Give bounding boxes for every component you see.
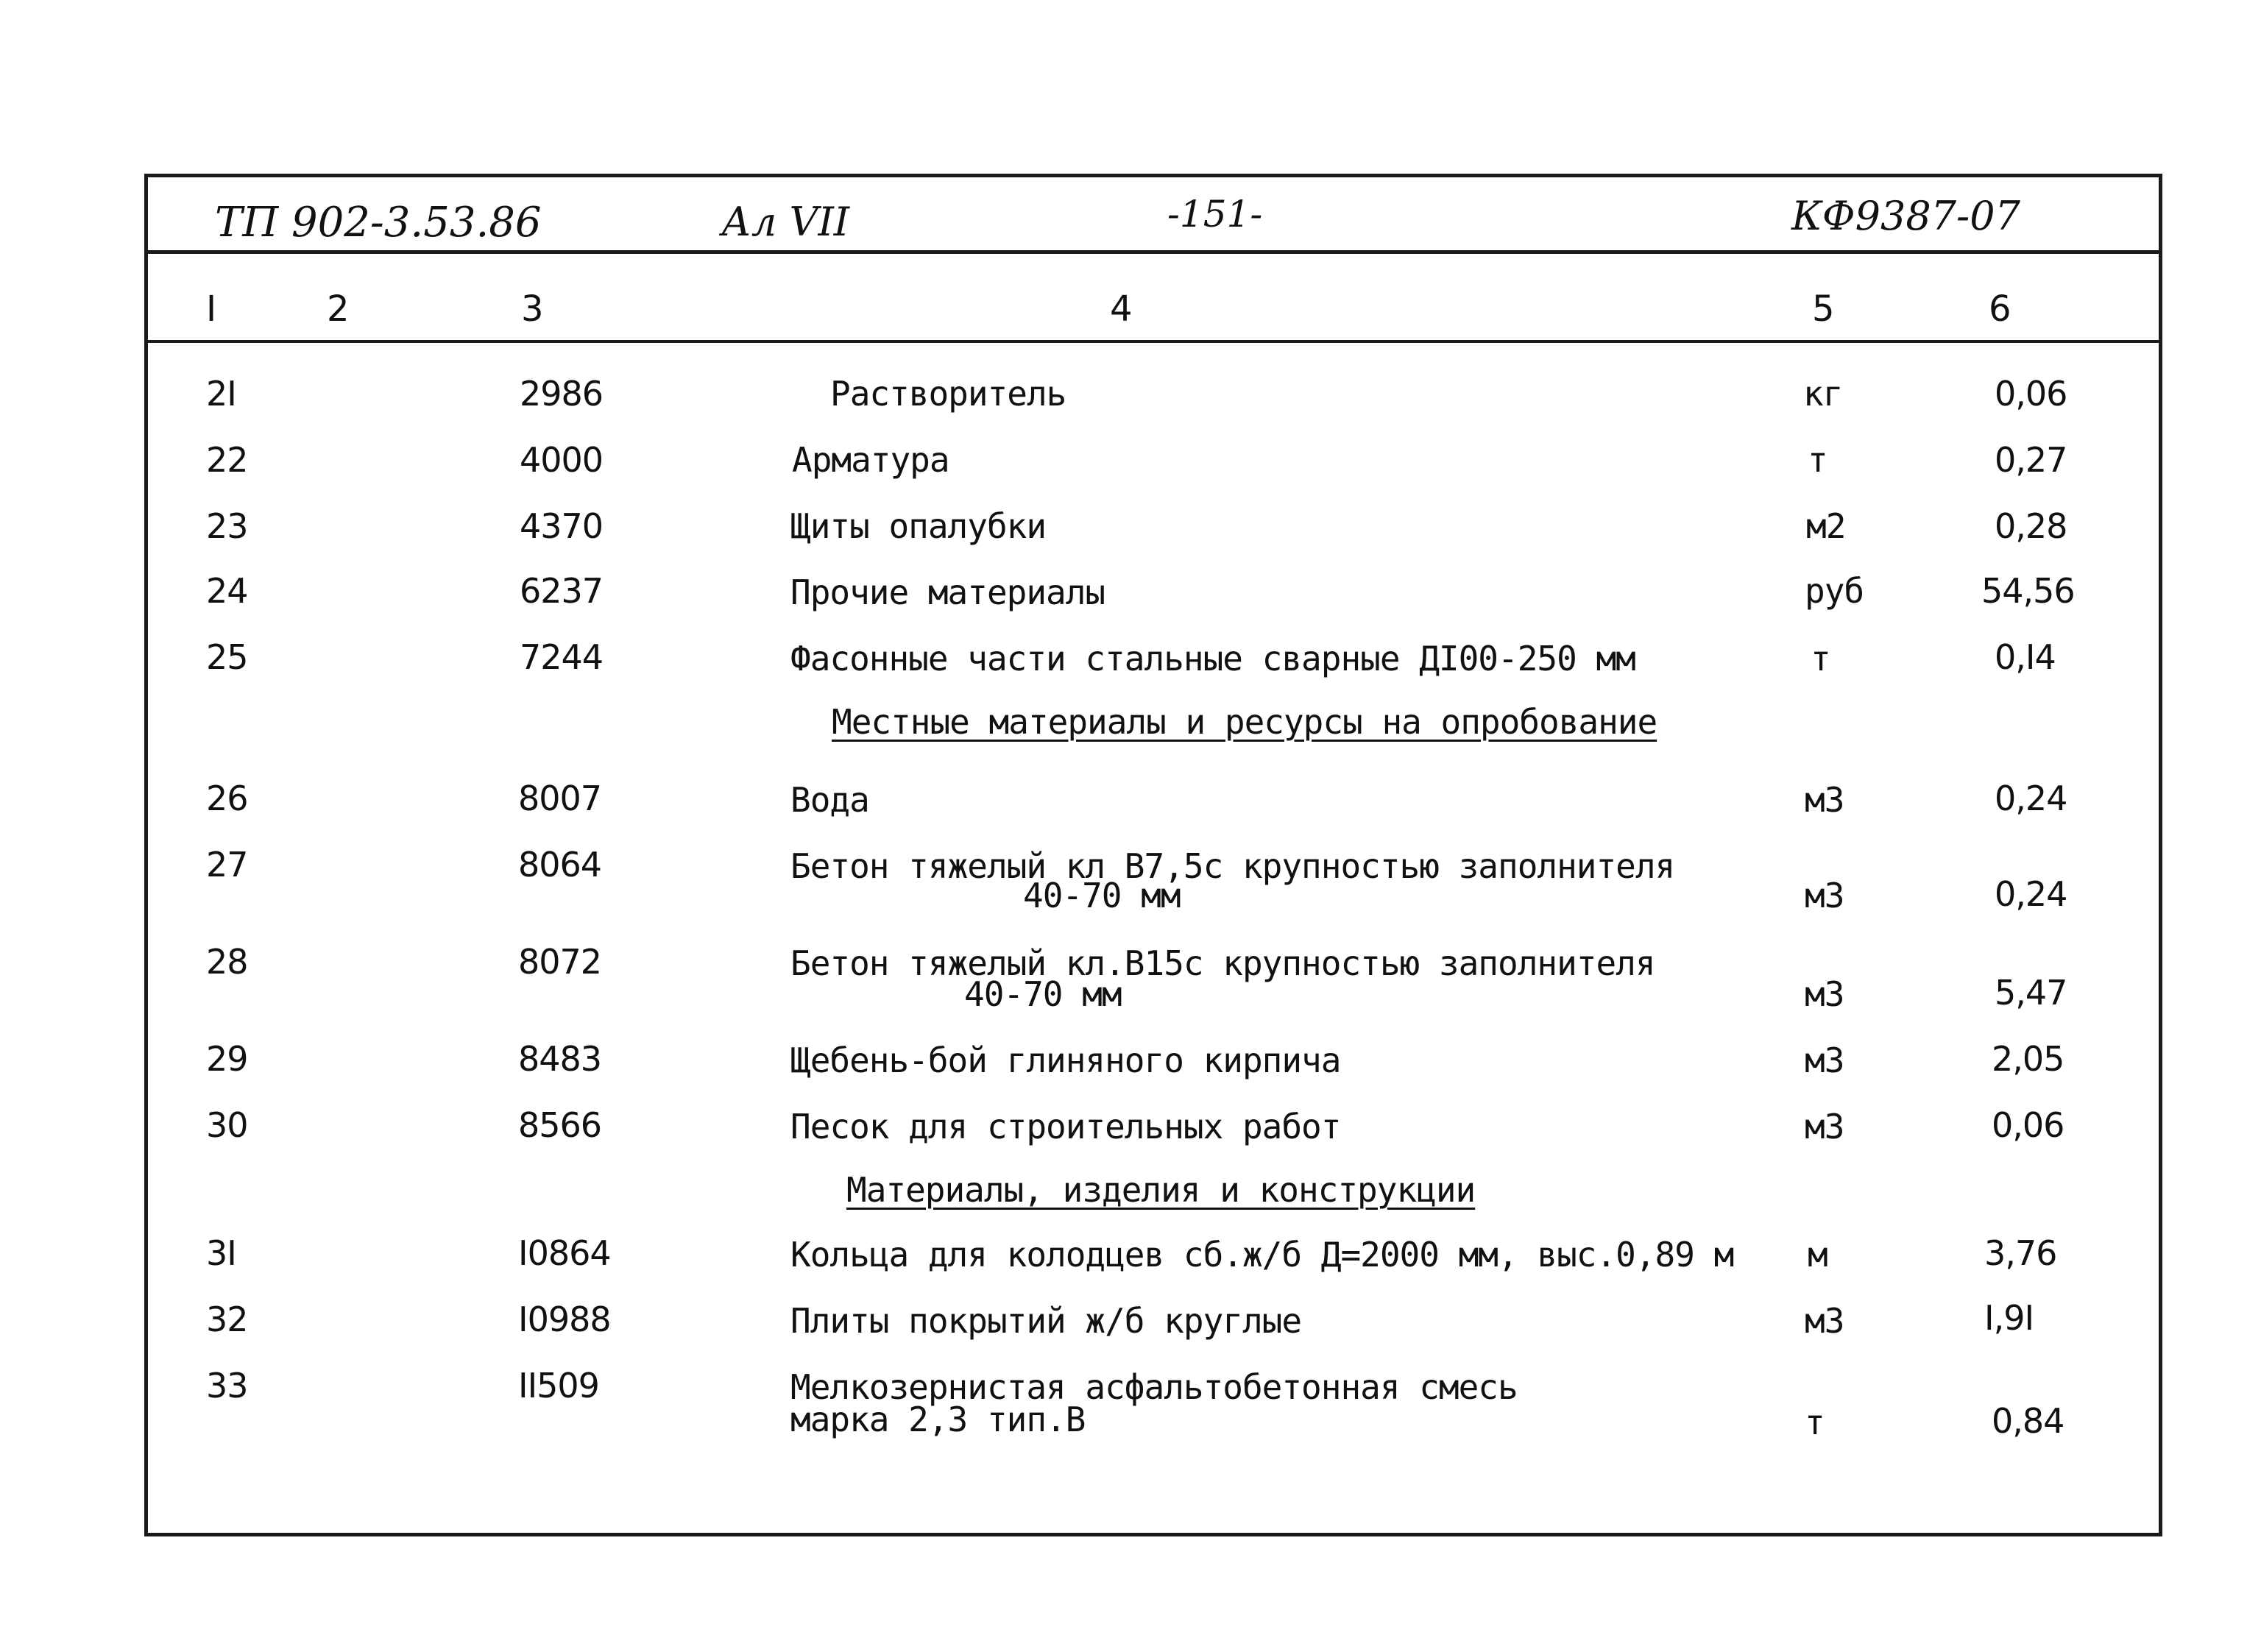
unit: м3 xyxy=(1805,780,1844,820)
unit: м3 xyxy=(1805,1041,1844,1080)
resource-name: Бетон тяжелый кл В7,5с крупностью заполнителя xyxy=(790,846,1675,886)
row-number: 2I xyxy=(206,374,236,414)
row-number: 33 xyxy=(206,1366,248,1405)
resource-code: 4000 xyxy=(520,440,604,480)
row-number: 30 xyxy=(206,1105,248,1145)
quantity: 0,24 xyxy=(1995,874,2067,914)
unit: кг xyxy=(1803,374,1843,414)
column-header-4: 4 xyxy=(1110,288,1133,330)
album-number: Ал VII xyxy=(721,199,850,245)
resource-name: Прочие материалы xyxy=(790,572,1105,612)
resource-name: Арматура xyxy=(792,440,949,480)
unit: т xyxy=(1805,1403,1825,1442)
unit: руб xyxy=(1805,571,1864,611)
section-heading-materials: Материалы, изделия и конструкции xyxy=(846,1170,1476,1210)
resource-name: Растворитель xyxy=(830,374,1066,414)
quantity: 0,06 xyxy=(1992,1105,2064,1145)
resource-code: 8483 xyxy=(518,1039,602,1079)
resource-code: 7244 xyxy=(520,637,604,677)
resource-name-continued: марка 2,3 тип.В xyxy=(790,1400,1086,1439)
unit: т xyxy=(1808,440,1827,480)
unit: м3 xyxy=(1805,1301,1844,1341)
resource-name: Плиты покрытий ж/б круглые xyxy=(790,1301,1302,1341)
resource-code: I0988 xyxy=(518,1300,611,1339)
resource-code: I0864 xyxy=(518,1233,611,1273)
row-number: 29 xyxy=(206,1039,248,1079)
quantity: 0,27 xyxy=(1995,440,2067,480)
row-number: 26 xyxy=(206,779,248,818)
column-header-2: 2 xyxy=(327,288,350,330)
row-number: 22 xyxy=(206,440,248,480)
resource-code: 2986 xyxy=(520,374,604,414)
quantity: 0,I4 xyxy=(1995,637,2056,677)
row-number: 27 xyxy=(206,845,248,885)
quantity: 0,06 xyxy=(1995,374,2067,414)
resource-code: 8064 xyxy=(518,845,602,885)
resource-code: 8007 xyxy=(518,779,602,818)
column-header-1: I xyxy=(206,288,217,330)
resource-name: Вода xyxy=(790,780,869,820)
resource-name-continued: 40-70 мм xyxy=(964,974,1122,1014)
resource-name: Мелкозернистая асфальтобетонная смесь xyxy=(790,1367,1518,1407)
resource-name: Щиты опалубки xyxy=(790,506,1047,546)
resource-code: 4370 xyxy=(520,506,604,546)
quantity: 3,76 xyxy=(1984,1233,2057,1273)
resource-name: Бетон тяжелый кл.В15с крупностью заполнителя xyxy=(790,943,1655,983)
resource-code: 8072 xyxy=(518,942,602,982)
unit: м3 xyxy=(1805,876,1844,915)
row-number: 24 xyxy=(206,571,248,611)
quantity: 54,56 xyxy=(1981,571,2075,611)
resource-name: Кольца для колодцев сб.ж/б Д=2000 мм, выс.0,89 м xyxy=(790,1235,1734,1275)
resource-name: Фасонные части стальные сварные ДI00-250 мм xyxy=(790,639,1635,678)
section-heading-local-materials: Местные материалы и ресурсы на опробование xyxy=(832,702,1657,742)
quantity: 5,47 xyxy=(1995,973,2067,1013)
unit: м2 xyxy=(1806,506,1846,546)
unit: м3 xyxy=(1805,1107,1844,1146)
resource-name-continued: 40-70 мм xyxy=(1023,876,1181,915)
row-number: 3I xyxy=(206,1233,236,1273)
document-code: КФ9387-07 xyxy=(1791,193,2021,239)
column-header-divider xyxy=(144,340,2162,343)
project-number: ТП 902-3.53.86 xyxy=(215,199,542,247)
resource-code: II509 xyxy=(518,1366,599,1405)
resource-code: 8566 xyxy=(518,1105,602,1145)
row-number: 25 xyxy=(206,637,248,677)
quantity: 2,05 xyxy=(1992,1039,2064,1079)
quantity: I,9I xyxy=(1984,1298,2034,1338)
column-header-3: 3 xyxy=(521,288,544,330)
resource-name: Щебень-бой глиняного кирпича xyxy=(790,1041,1341,1080)
unit: т xyxy=(1811,639,1830,678)
quantity: 0,84 xyxy=(1992,1401,2064,1441)
header-divider xyxy=(144,250,2162,254)
unit: м xyxy=(1808,1235,1827,1275)
column-header-5: 5 xyxy=(1812,288,1835,330)
resource-name: Песок для строительных работ xyxy=(790,1107,1341,1146)
quantity: 0,24 xyxy=(1995,779,2067,818)
quantity: 0,28 xyxy=(1995,506,2067,546)
resource-code: 6237 xyxy=(520,571,604,611)
column-header-6: 6 xyxy=(1989,288,2011,330)
unit: м3 xyxy=(1805,974,1844,1014)
row-number: 23 xyxy=(206,506,248,546)
row-number: 28 xyxy=(206,942,248,982)
row-number: 32 xyxy=(206,1300,248,1339)
page-number: -151- xyxy=(1167,193,1263,235)
